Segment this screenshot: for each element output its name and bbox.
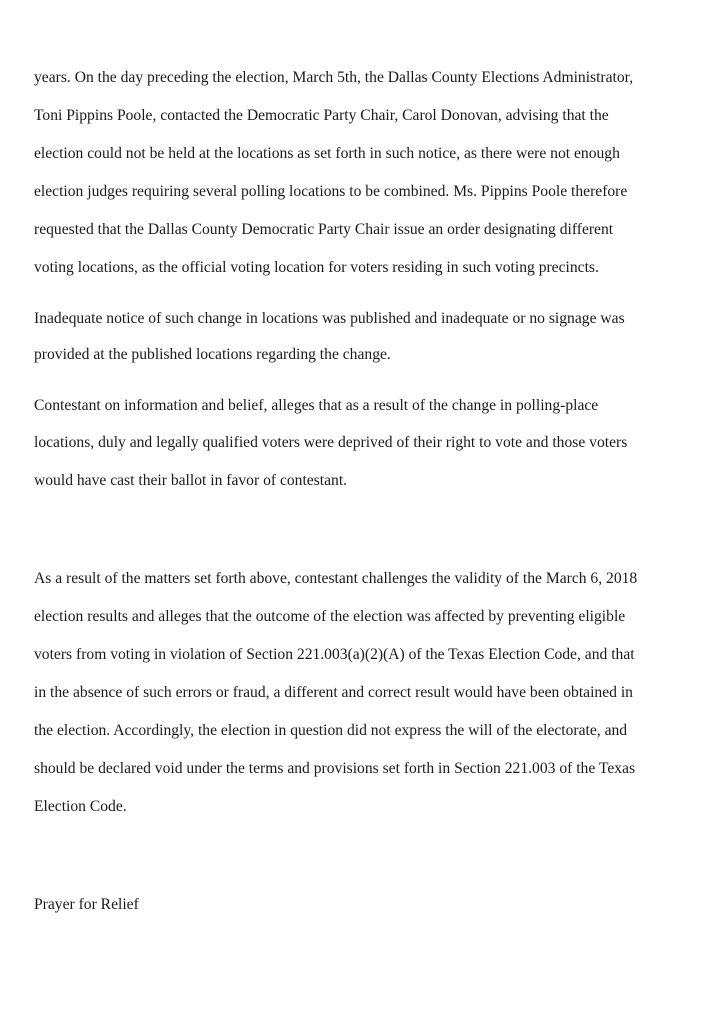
prayer-for-relief-heading: Prayer for Relief [34, 896, 139, 913]
paragraph-1-line: voting locations, as the official voting location for voters residing in such voting precincts. [34, 259, 599, 276]
paragraph-1-line: requested that the Dallas County Democratic Party Chair issue an order designating different [34, 221, 614, 238]
paragraph-2-line: provided at the published locations regarding the change. [34, 346, 391, 363]
paragraph-4-line: election results and alleges that the outcome of the election was affected by preventing eligible [34, 608, 626, 625]
paragraph-3-line: locations, duly and legally qualified voters were deprived of their right to vote and those voters [34, 434, 628, 451]
paragraph-3-line: Contestant on information and belief, alleges that as a result of the change in polling-place [34, 397, 599, 414]
paragraph-4-line: the election. Accordingly, the election in question did not express the will of the electorate, and [34, 722, 628, 739]
paragraph-1-line: election could not be held at the locations as set forth in such notice, as there were not enough [34, 145, 620, 162]
paragraph-4-line: should be declared void under the terms and provisions set forth in Section 221.003 of the Texas [34, 760, 636, 777]
paragraph-4-line: voters from voting in violation of Section 221.003(a)(2)(A) of the Texas Election Code, and that [34, 646, 635, 663]
paragraph-2-line: Inadequate notice of such change in locations was published and inadequate or no signage was [34, 310, 625, 327]
paragraph-1-line: years. On the day preceding the election, March 5th, the Dallas County Elections Administrator, [34, 69, 634, 86]
paragraph-4-line: Election Code. [34, 798, 127, 815]
paragraph-4-line: As a result of the matters set forth above, contestant challenges the validity of the March 6, 2018 [34, 570, 638, 587]
paragraph-4-line: in the absence of such errors or fraud, a different and correct result would have been obtained in [34, 684, 633, 701]
paragraph-3-line: would have cast their ballot in favor of contestant. [34, 472, 348, 489]
paragraph-1-line: election judges requiring several polling locations to be combined. Ms. Pippins Poole therefore [34, 183, 628, 200]
paragraph-1-line: Toni Pippins Poole, contacted the Democratic Party Chair, Carol Donovan, advising that the [34, 107, 609, 124]
